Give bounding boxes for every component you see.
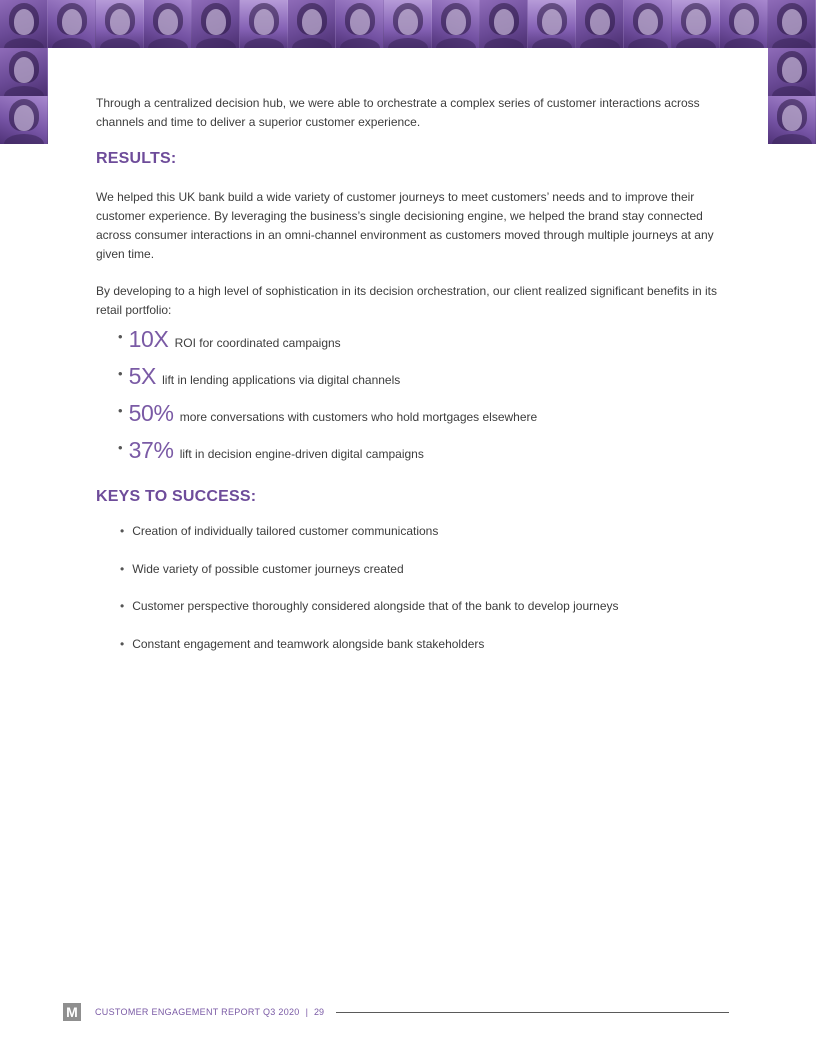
portrait-photo <box>144 0 192 48</box>
footer-divider <box>336 1012 729 1013</box>
portrait-photo <box>336 0 384 48</box>
stat-item <box>118 326 726 363</box>
bullet-icon: • <box>118 366 123 381</box>
list-item <box>120 524 726 562</box>
portrait-photo <box>624 0 672 48</box>
portrait-photo <box>48 0 96 48</box>
header-photo-banner <box>0 0 816 48</box>
stat-item <box>118 363 726 400</box>
portrait-photo <box>0 0 48 48</box>
list-item-text: Customer perspective thoroughly considered alongside that of the bank to develop journeys <box>132 599 619 613</box>
page-footer <box>63 1003 729 1021</box>
portrait-photo <box>672 0 720 48</box>
bullet-icon: • <box>118 403 123 418</box>
portrait-photo <box>288 0 336 48</box>
portrait-photo <box>768 96 816 144</box>
bullet-icon: • <box>118 440 123 455</box>
portrait-photo <box>432 0 480 48</box>
list-item-text: Creation of individually tailored customer communications <box>132 524 439 538</box>
portrait-photo <box>0 96 48 144</box>
footer-report-title <box>95 1007 300 1017</box>
stat-value: 37% <box>128 437 174 463</box>
list-item-text: Wide variety of possible customer journeys created <box>132 561 404 576</box>
stat-value: 10X <box>128 326 169 352</box>
stat-item <box>118 400 726 437</box>
portrait-photo <box>0 48 48 96</box>
portrait-photo <box>192 0 240 48</box>
stat-value: 50% <box>128 400 174 426</box>
bullet-icon: • <box>120 599 125 613</box>
keys-list <box>96 524 726 674</box>
list-item <box>120 637 726 675</box>
footer-quarter: Q3 2020 <box>262 1007 300 1017</box>
stat-text: lift in decision engine-driven digital campaigns <box>179 447 424 461</box>
results-heading: RESULTS: <box>96 150 177 167</box>
list-item <box>120 599 726 637</box>
portrait-photo <box>480 0 528 48</box>
stat-text: lift in lending applications via digital channels <box>162 373 401 387</box>
bullet-icon: • <box>120 524 125 538</box>
keys-heading: KEYS TO SUCCESS: <box>96 488 257 505</box>
page-number: 29 <box>313 1007 324 1017</box>
footer-title-text: CUSTOMER ENGAGEMENT REPORT <box>95 1007 261 1017</box>
portrait-photo <box>528 0 576 48</box>
portrait-photo <box>96 0 144 48</box>
stat-text: more conversations with customers who hold mortgages elsewhere <box>179 410 538 424</box>
bullet-icon: • <box>118 329 123 344</box>
brand-logo-icon: M <box>63 1003 81 1021</box>
portrait-photo <box>768 48 816 96</box>
list-item <box>120 562 726 600</box>
results-paragraph: We helped this UK bank build a wide variety of customer journeys to meet customers’ needs and to improve their customer experience. By leveraging the business’s single decisioning engine, we helped the brand stay connected across consumer interactions in an omni-channel environment as customers moved through multiple journeys at any given time. <box>96 190 714 261</box>
list-item-text: Constant engagement and teamwork alongside bank stakeholders <box>132 636 485 651</box>
bullet-icon: • <box>120 636 125 651</box>
portrait-photo <box>768 0 816 48</box>
left-photo-column <box>0 48 48 144</box>
stat-item <box>118 437 726 474</box>
main-content <box>96 94 726 674</box>
footer-separator: | <box>305 1007 308 1017</box>
portrait-photo <box>384 0 432 48</box>
portrait-photo <box>240 0 288 48</box>
results-stats-list <box>96 326 726 474</box>
portrait-photo <box>720 0 768 48</box>
stat-text: ROI for coordinated campaigns <box>174 336 341 350</box>
intro-paragraph: Through a centralized decision hub, we were able to orchestrate a complex series of customer interactions across channels and time to deliver a superior customer experience. <box>96 96 700 129</box>
bullet-icon: • <box>120 561 125 576</box>
results-paragraph: By developing to a high level of sophistication in its decision orchestration, our client realized significant benefits in its retail portfolio: <box>96 284 718 317</box>
portrait-photo <box>576 0 624 48</box>
stat-value: 5X <box>128 363 157 389</box>
right-photo-column <box>768 48 816 144</box>
